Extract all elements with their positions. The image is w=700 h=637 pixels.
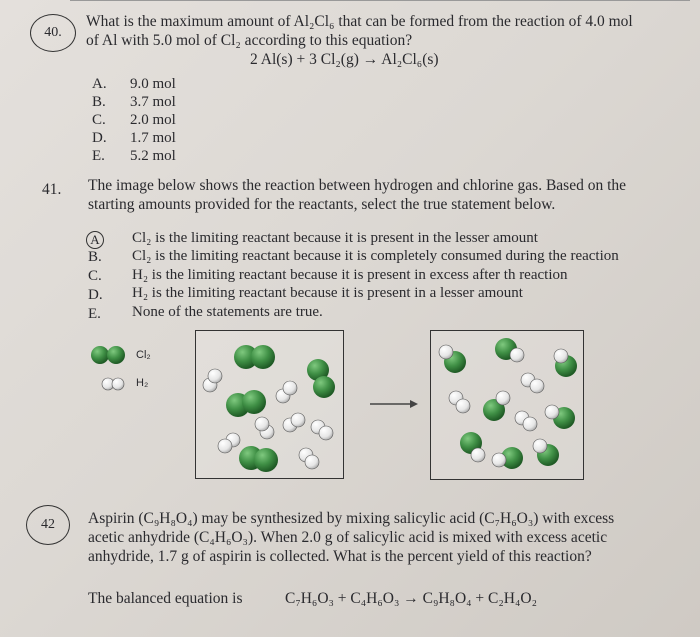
legend-cl2-molecule bbox=[91, 346, 125, 364]
q41-text-line2: starting amounts provided for the reactants, select the true statement below. bbox=[88, 196, 556, 213]
q41-option-b-letter: B. bbox=[88, 249, 102, 265]
legend-h2-molecule bbox=[102, 378, 124, 390]
q40-number: 40. bbox=[44, 25, 62, 40]
q40-option-e-letter: E. bbox=[92, 148, 105, 164]
q40-option-a-text: 9.0 mol bbox=[130, 76, 176, 92]
q42-text-line3: anhydride, 1.7 g of aspirin is collected. What is the percent yield of this reaction? bbox=[88, 548, 592, 565]
q41-option-d-text: H₂ is the limiting reactant because it is present in a lesser amount bbox=[132, 285, 523, 301]
q40-option-d-text: 1.7 mol bbox=[130, 130, 176, 146]
legend-cl2-label: Cl₂ bbox=[136, 349, 151, 361]
q40-text-line2: of Al with 5.0 mol of Cl₂ according to this equation? bbox=[86, 32, 413, 49]
q42-number-circle bbox=[26, 505, 70, 545]
reaction-arrow bbox=[370, 400, 418, 408]
q42-number: 42 bbox=[41, 517, 55, 532]
q42-equation: C₇H₆O₃ + C₄H₆O₃ → C₉H₈O₄ + C₂H₄O₂ bbox=[285, 590, 537, 607]
q41-option-e-letter: E. bbox=[88, 306, 101, 322]
q41-option-c-letter: C. bbox=[88, 268, 102, 284]
q42-text-line1: Aspirin (C₉H₈O₄) may be synthesized by mixing salicylic acid (C₇H₆O₃) with excess bbox=[88, 510, 615, 527]
legend-h2-label: H₂ bbox=[136, 377, 149, 389]
q40-option-c-letter: C. bbox=[92, 112, 106, 128]
q40-option-b-text: 3.7 mol bbox=[130, 94, 176, 110]
q40-option-b-letter: B. bbox=[92, 94, 106, 110]
q40-text-line1: What is the maximum amount of Al₂Cl₆ that can be formed from the reaction of 4.0 mol bbox=[86, 13, 633, 30]
q41-option-c-text: H₂ is the limiting reactant because it is present in excess after th reaction bbox=[132, 267, 568, 283]
q40-option-c-text: 2.0 mol bbox=[130, 112, 176, 128]
q41-number: 41. bbox=[42, 181, 62, 198]
q42-text-line2: acetic anhydride (C₄H₆O₃). When 2.0 g of salicylic acid is mixed with excess acetic bbox=[88, 529, 608, 546]
q40-option-a-letter: A. bbox=[92, 76, 107, 92]
q40-equation: 2 Al(s) + 3 Cl₂(g) → Al₂Cl₆(s) bbox=[250, 51, 439, 68]
q41-option-b-text: Cl₂ is the limiting reactant because it is completely consumed during the reaction bbox=[132, 248, 619, 264]
q41-option-d-letter: D. bbox=[88, 287, 103, 303]
q41-option-e-text: None of the statements are true. bbox=[132, 304, 323, 320]
q41-option-a-letter-text: A bbox=[90, 232, 100, 247]
q40-option-d-letter: D. bbox=[92, 130, 107, 146]
reactant-cl2-molecules bbox=[226, 345, 335, 472]
q40-option-e-text: 5.2 mol bbox=[130, 148, 176, 164]
q42-equation-label: The balanced equation is bbox=[88, 590, 243, 607]
q41-option-a-text: Cl₂ is the limiting reactant because it is present in the lesser amount bbox=[132, 230, 538, 246]
q41-text-line1: The image below shows the reaction between hydrogen and chlorine gas. Based on the bbox=[88, 177, 627, 194]
